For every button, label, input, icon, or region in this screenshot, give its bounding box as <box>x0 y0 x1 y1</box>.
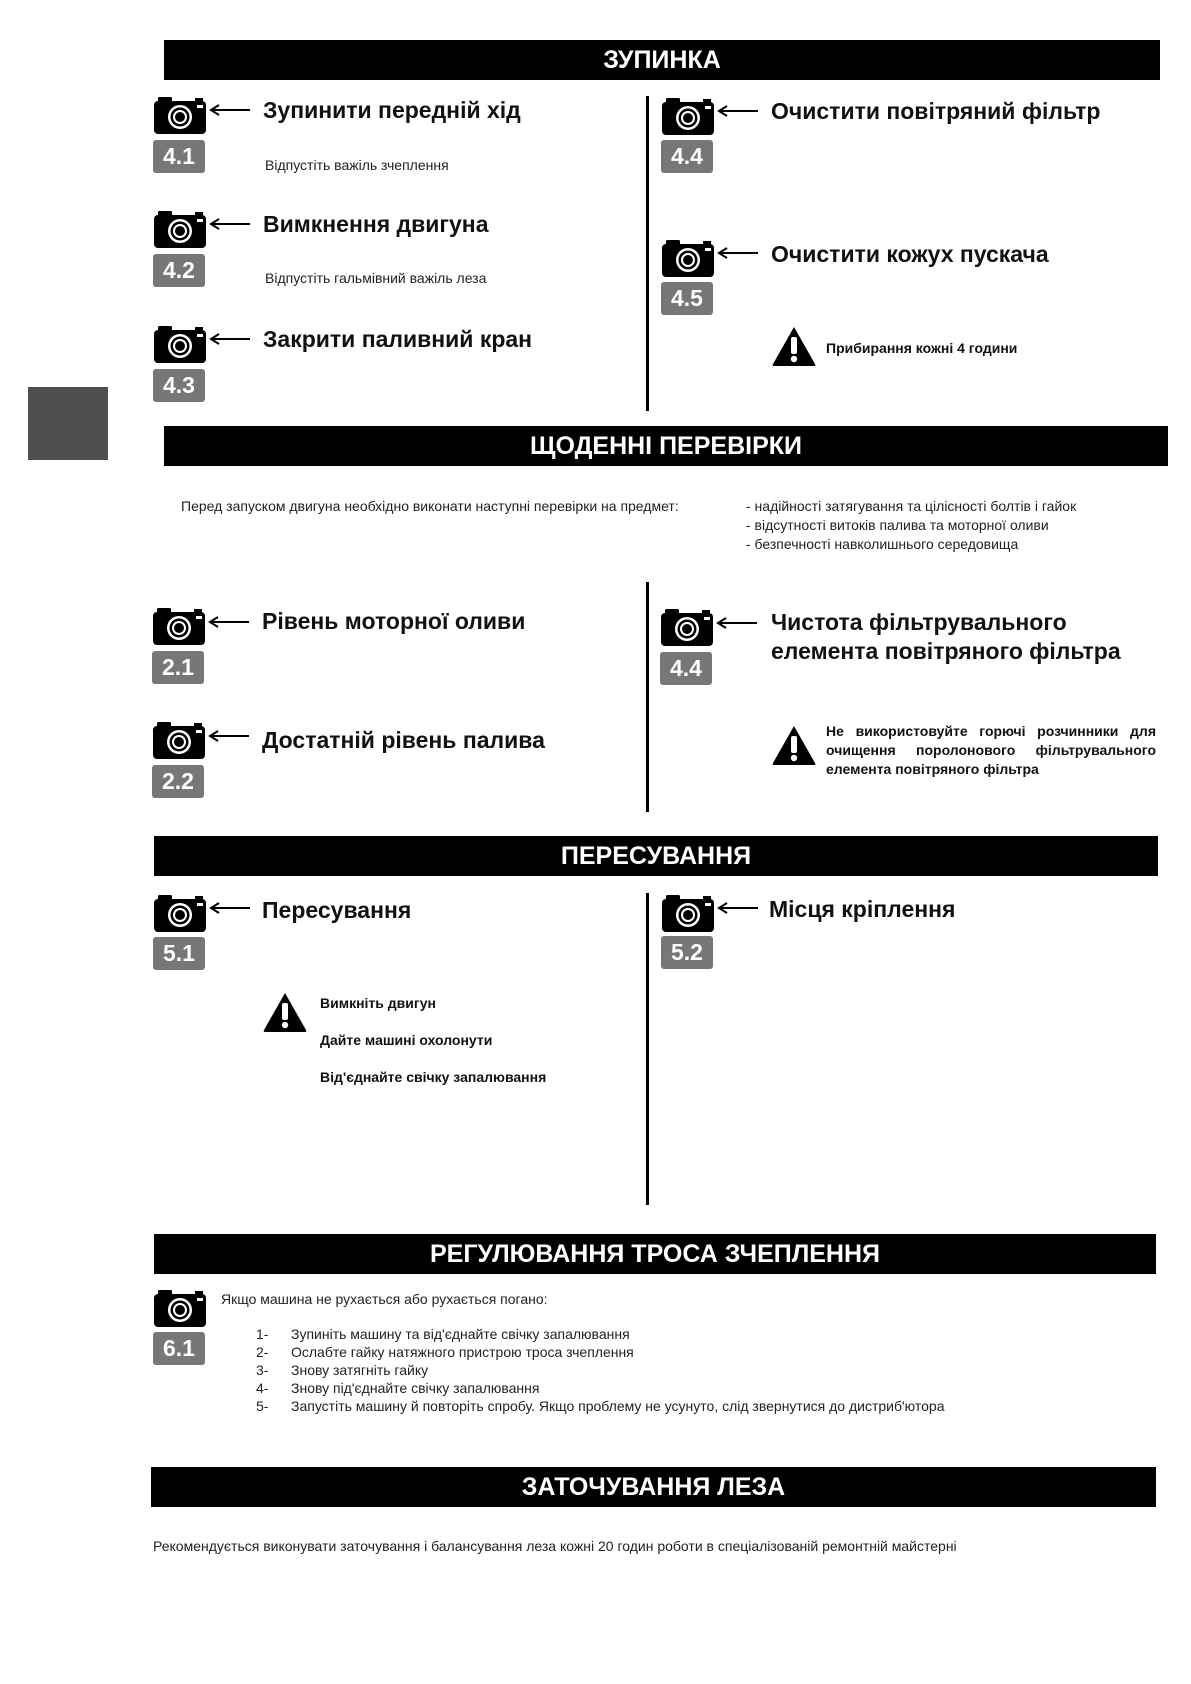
step-text: Знову затягніть гайку <box>291 1362 429 1378</box>
sharpen-text: Рекомендується виконувати заточування і балансування леза кожні 20 годин роботи в спеціалізованій ремонтній майстерні <box>153 1538 957 1554</box>
warning-icon <box>771 724 817 766</box>
clutch-step <box>256 1380 539 1396</box>
camera-icon <box>661 893 715 933</box>
camera-icon <box>152 720 206 760</box>
step-heading: Пересування <box>262 897 412 923</box>
step-number: 3- <box>256 1362 269 1378</box>
step-heading: Очистити кожух пускача <box>771 241 1049 267</box>
daily-check-item: - відсутності витоків палива та моторної оливи <box>746 517 1049 533</box>
arrow-left-icon <box>207 730 249 742</box>
step-heading: Рівень моторної оливи <box>262 608 526 634</box>
step-badge: 4.4 <box>660 652 712 685</box>
step-text: Ослабте гайку натяжного пристрою троса зчеплення <box>291 1344 634 1360</box>
camera-icon <box>153 209 207 249</box>
step-heading: Достатній рівень палива <box>262 727 545 753</box>
warning-text: Не використовуйте горючі розчинники для очищення поролонового фільтрувального елемента повітряного фільтра <box>826 723 1156 777</box>
step-badge: 5.1 <box>153 937 205 970</box>
arrow-left-icon <box>716 105 758 117</box>
daily-check-item: - надійності затягування та цілісності болтів і гайок <box>746 498 1077 514</box>
step-badge: 2.1 <box>152 651 204 684</box>
arrow-left-icon <box>716 902 758 914</box>
step-badge: 6.1 <box>153 1332 205 1365</box>
step-number: 4- <box>256 1380 269 1396</box>
warning-text: Прибирання кожні 4 години <box>826 340 1018 356</box>
camera-icon <box>153 324 207 364</box>
step-badge: 4.3 <box>153 369 205 402</box>
column-divider <box>646 893 649 1205</box>
step-badge: 4.5 <box>661 282 713 315</box>
warning-text: Вимкніть двигун <box>320 995 436 1011</box>
arrow-left-icon <box>207 616 249 628</box>
daily-intro: Перед запуском двигуна необхідно виконати наступні перевірки на предмет: <box>181 498 679 514</box>
step-badge: 5.2 <box>661 936 713 969</box>
section-header-sharpen: ЗАТОЧУВАННЯ ЛЕЗА <box>151 1467 1156 1507</box>
arrow-left-icon <box>716 247 758 259</box>
step-badge: 4.4 <box>661 140 713 173</box>
clutch-step <box>256 1398 945 1414</box>
section-header-clutch: РЕГУЛЮВАННЯ ТРОСА ЗЧЕПЛЕННЯ <box>154 1234 1156 1274</box>
daily-check-item: - безпечності навколишнього середовища <box>746 536 1019 552</box>
camera-icon <box>152 606 206 646</box>
warning-icon <box>262 991 308 1033</box>
step-text: Знову під'єднайте свічку запалювання <box>291 1380 540 1396</box>
clutch-step <box>256 1362 428 1378</box>
step-heading: елемента повітряного фільтра <box>771 638 1121 664</box>
arrow-left-icon <box>715 617 757 629</box>
side-tab-marker <box>28 387 108 460</box>
camera-icon <box>153 893 207 933</box>
section-header-daily: ЩОДЕННІ ПЕРЕВІРКИ <box>164 426 1168 466</box>
camera-icon <box>660 607 714 647</box>
clutch-step <box>256 1326 630 1342</box>
step-note: Відпустіть гальмівний важіль леза <box>265 270 487 286</box>
step-number: 2- <box>256 1344 269 1360</box>
arrow-left-icon <box>208 333 250 345</box>
step-badge: 2.2 <box>152 765 204 798</box>
arrow-left-icon <box>208 218 250 230</box>
camera-icon <box>661 96 715 136</box>
step-number: 5- <box>256 1398 269 1414</box>
step-note: Відпустіть важіль зчеплення <box>265 157 449 173</box>
clutch-step <box>256 1344 634 1360</box>
step-heading: Очистити повітряний фільтр <box>771 98 1101 124</box>
step-heading: Зупинити передній хід <box>263 97 521 123</box>
step-badge: 4.2 <box>153 254 205 287</box>
camera-icon <box>153 95 207 135</box>
column-divider <box>646 96 649 411</box>
arrow-left-icon <box>208 104 250 116</box>
step-heading: Вимкнення двигуна <box>263 211 489 237</box>
step-heading: Місця кріплення <box>769 896 956 922</box>
step-badge: 4.1 <box>153 140 205 173</box>
section-header-moving: ПЕРЕСУВАННЯ <box>154 836 1158 876</box>
step-text: Зупиніть машину та від'єднайте свічку запалювання <box>291 1326 630 1342</box>
step-number: 1- <box>256 1326 269 1342</box>
warning-text: Дайте машині охолонути <box>320 1032 493 1048</box>
camera-icon <box>661 238 715 278</box>
warning-text: Від'єднайте свічку запалювання <box>320 1069 547 1085</box>
step-heading: Закрити паливний кран <box>263 326 533 352</box>
clutch-intro: Якщо машина не рухається або рухається погано: <box>221 1291 548 1307</box>
column-divider <box>646 582 649 812</box>
section-header-stop: ЗУПИНКА <box>164 40 1160 80</box>
camera-icon <box>153 1288 207 1328</box>
warning-icon <box>771 325 817 367</box>
step-text: Запустіть машину й повторіть спробу. Якщо проблему не усунуто, слід звернутися до дистриб'ютора <box>291 1398 945 1414</box>
step-heading: Чистота фільтрувального <box>771 609 1067 635</box>
arrow-left-icon <box>208 902 250 914</box>
